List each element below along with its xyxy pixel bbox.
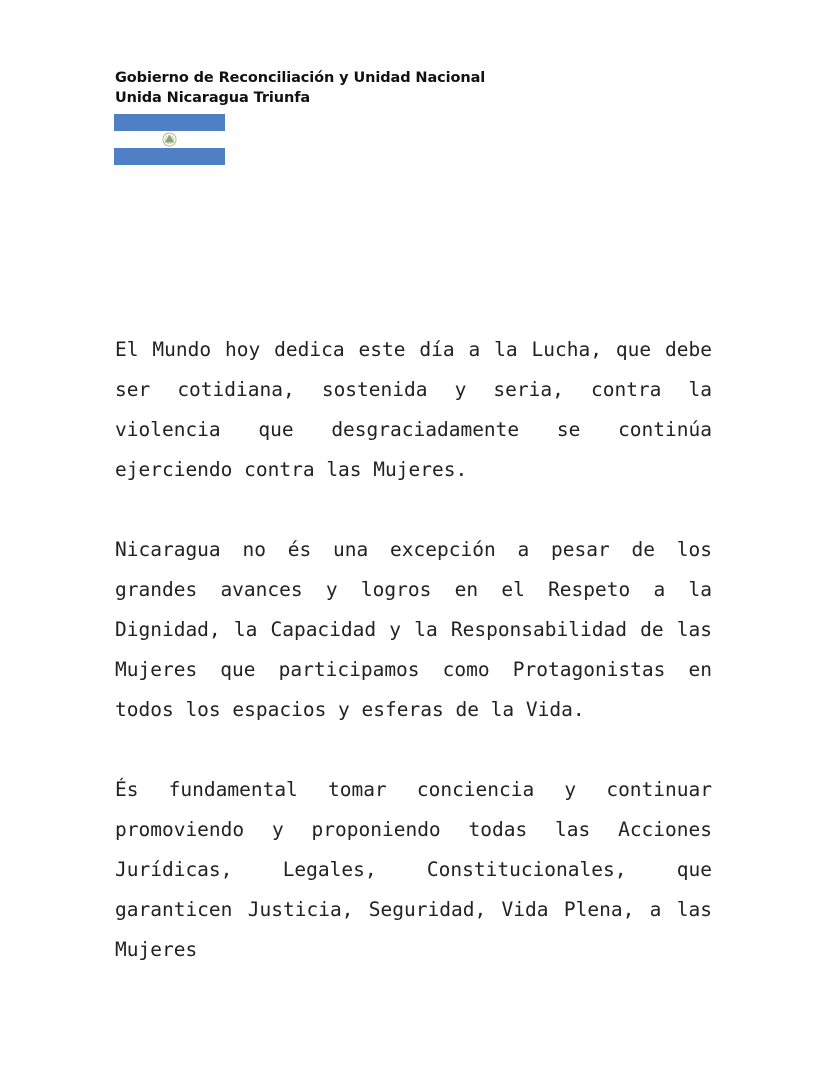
paragraph-3: És fundamental tomar conciencia y continuar promoviendo y proponiendo todas las Acciones Jurídicas, Legales, Constitucionales, que garanticen Justicia, Seguridad, Vida Plena, a las Mujeres	[115, 778, 712, 961]
flag-bottom-stripe	[114, 148, 225, 165]
government-name: Gobierno de Reconciliación y Unidad Nacional	[115, 70, 486, 86]
letter-body	[115, 330, 712, 970]
letterhead	[115, 68, 485, 108]
paragraph-1: El Mundo hoy dedica este día a la Lucha, que debe ser cotidiana, sostenida y seria, contra la violencia que desgraciadamente se continúa ejerciendo contra las Mujeres.	[115, 338, 712, 481]
flag-top-stripe	[114, 114, 225, 131]
government-slogan: Unida Nicaragua Triunfa	[115, 90, 311, 106]
paragraph-2: Nicaragua no és una excepción a pesar de los grandes avances y logros en el Respeto a la Dignidad, la Capacidad y la Responsabilidad de las Mujeres que participamos como Protagonistas en todos los espacios y esferas de la Vida.	[115, 538, 712, 721]
nicaragua-flag-icon	[114, 114, 225, 165]
